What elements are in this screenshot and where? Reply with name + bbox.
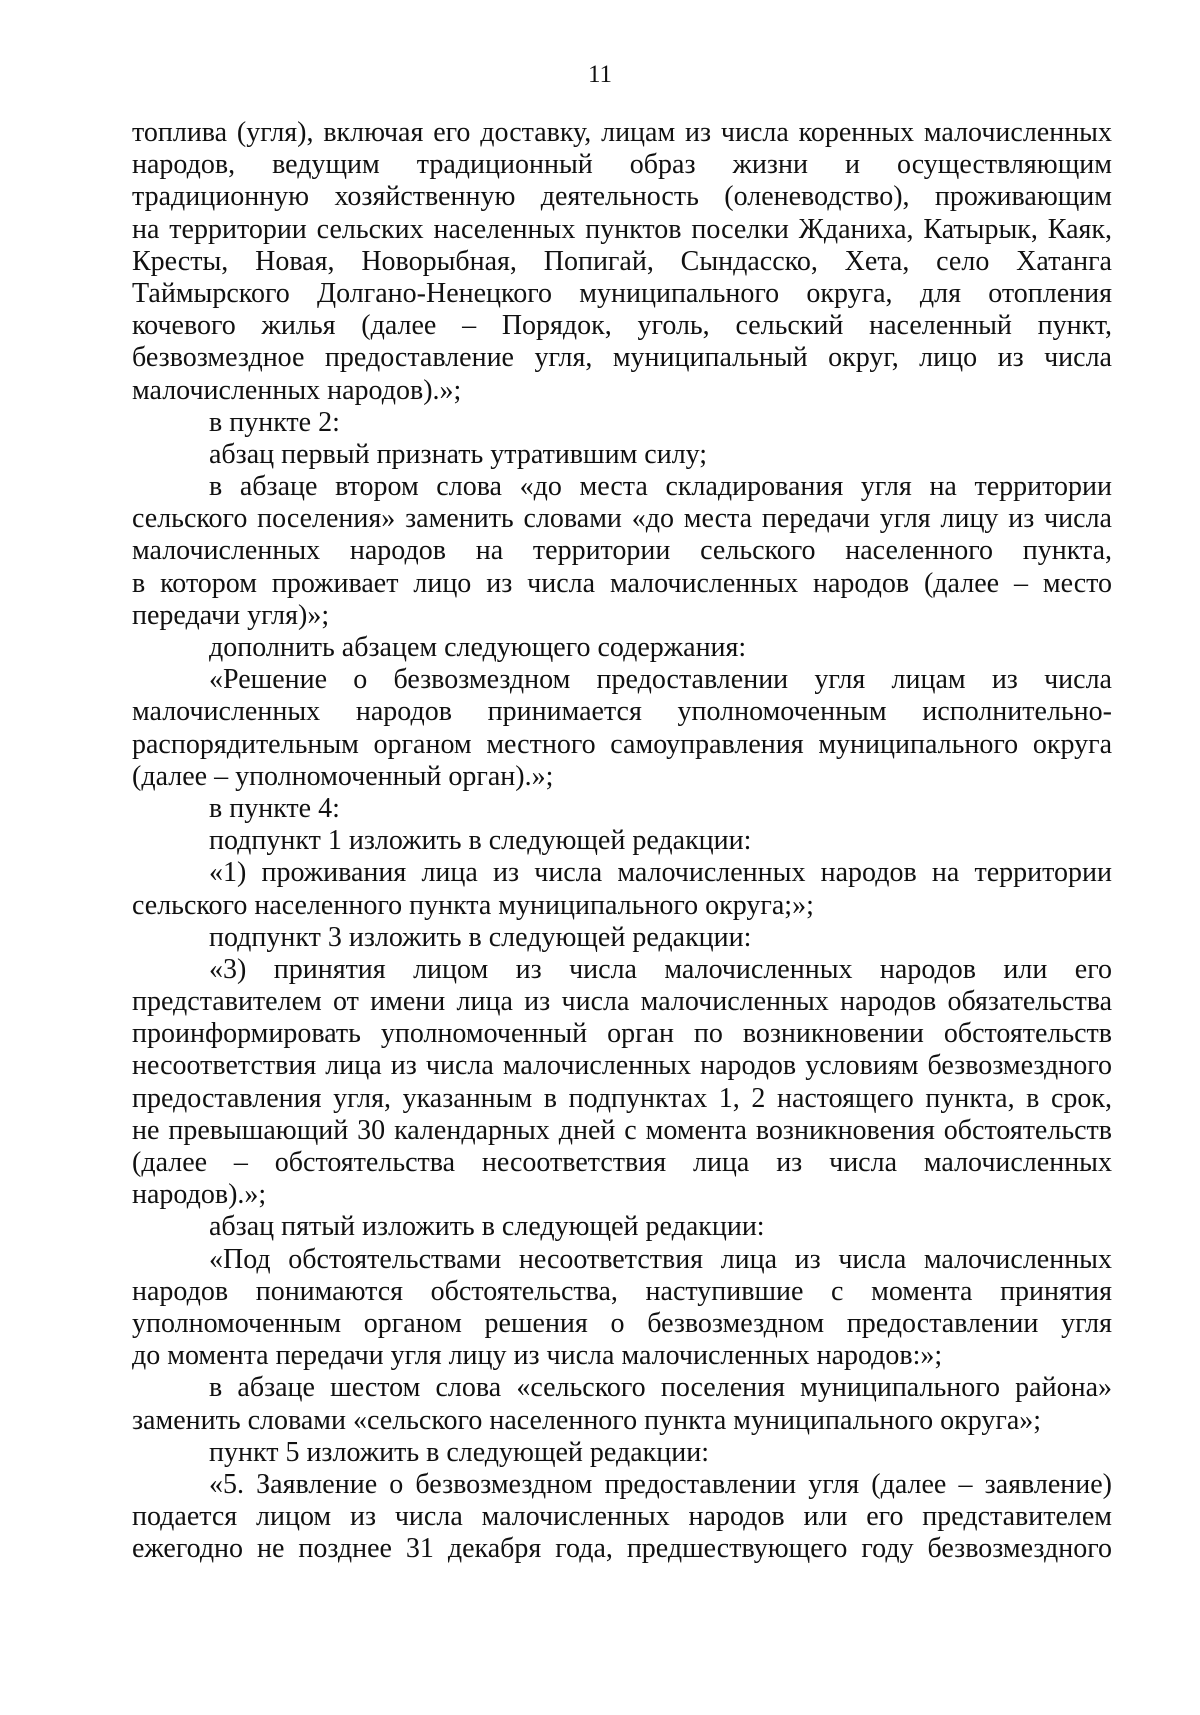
text-line: (далее – обстоятельства несоответствия лица из числа малочисленных bbox=[132, 1147, 1112, 1178]
text-line: сельского поселения» заменить словами «до места передачи угля лицу из числа bbox=[132, 503, 1112, 535]
text-line: в котором проживает лицо из числа малочисленных народов (далее – место bbox=[132, 567, 1112, 599]
text-line: Кресты, Новая, Новорыбная, Попигай, Сындасско, Хета, село Хатанга bbox=[132, 245, 1112, 277]
document-body-text bbox=[132, 117, 1112, 1565]
text-line: малочисленных народов).»; bbox=[132, 374, 462, 406]
text-line: передачи угля)»; bbox=[132, 599, 330, 631]
text-line: заменить словами «сельского населенного пункта муниципального округа»; bbox=[132, 1404, 1042, 1436]
text-line: ежегодно не позднее 31 декабря года, предшествующего году безвозмездного bbox=[132, 1533, 1112, 1565]
text-line: до момента передачи угля лицу из числа малочисленных народов:»; bbox=[132, 1340, 943, 1372]
text-line: топлива (угля), включая его доставку, лицам из числа коренных малочисленных bbox=[132, 117, 1112, 148]
text-line: предоставления угля, указанным в подпунктах 1, 2 настоящего пункта, в срок, bbox=[132, 1082, 1112, 1114]
text-line: подпункт 3 изложить в следующей редакции: bbox=[209, 921, 752, 953]
text-line: на территории сельских населенных пунктов поселки Жданиха, Катырык, Каяк, bbox=[132, 213, 1112, 245]
text-line: уполномоченным органом решения о безвозмездном предоставлении угля bbox=[132, 1307, 1112, 1339]
text-line: подается лицом из числа малочисленных народов или его представителем bbox=[132, 1501, 1112, 1533]
text-line: «Решение о безвозмездном предоставлении угля лицам из числа bbox=[209, 664, 1112, 696]
text-line: «5. Заявление о безвозмездном предоставлении угля (далее – заявление) bbox=[209, 1468, 1112, 1500]
text-line: малочисленных народов на территории сельского населенного пункта, bbox=[132, 535, 1112, 567]
text-line: распорядительным органом местного самоуправления муниципального округа bbox=[132, 728, 1112, 760]
text-line: народов).»; bbox=[132, 1179, 267, 1211]
text-line: не превышающий 30 календарных дней с момента возникновения обстоятельств bbox=[132, 1114, 1112, 1146]
text-line: представителем от имени лица из числа малочисленных народов обязательства bbox=[132, 986, 1112, 1018]
text-line: сельского населенного пункта муниципального округа;»; bbox=[132, 889, 814, 921]
text-line: подпункт 1 изложить в следующей редакции: bbox=[209, 825, 752, 857]
text-line: в пункте 4: bbox=[209, 792, 340, 824]
text-line: (далее – уполномоченный орган).»; bbox=[132, 760, 554, 792]
page-number: 11 bbox=[587, 61, 613, 88]
text-line: кочевого жилья (далее – Порядок, уголь, сельский населенный пункт, bbox=[132, 310, 1112, 342]
text-line: абзац пятый изложить в следующей редакции: bbox=[209, 1211, 765, 1243]
text-line: «3) принятия лицом из числа малочисленных народов или его bbox=[209, 953, 1112, 985]
text-line: абзац первый признать утратившим силу; bbox=[209, 438, 708, 470]
text-line: безвозмездное предоставление угля, муниципальный округ, лицо из числа bbox=[132, 342, 1112, 374]
text-line: малочисленных народов принимается уполномоченным исполнительно- bbox=[132, 696, 1112, 728]
text-line: традиционную хозяйственную деятельность (оленеводство), проживающим bbox=[132, 181, 1112, 213]
text-line: в пункте 2: bbox=[209, 406, 340, 438]
text-line: проинформировать уполномоченный орган по возникновении обстоятельств bbox=[132, 1018, 1112, 1050]
text-line: Таймырского Долгано-Ненецкого муниципального округа, для отопления bbox=[132, 277, 1112, 309]
text-line: несоответствия лица из числа малочисленных народов условиям безвозмездного bbox=[132, 1050, 1112, 1082]
text-line: дополнить абзацем следующего содержания: bbox=[209, 632, 747, 663]
text-line: «Под обстоятельствами несоответствия лица из числа малочисленных bbox=[209, 1243, 1112, 1275]
text-line: в абзаце втором слова «до места складирования угля на территории bbox=[209, 471, 1112, 503]
text-line: народов понимаются обстоятельства, наступившие с момента принятия bbox=[132, 1275, 1112, 1307]
text-line: народов, ведущим традиционный образ жизни и осуществляющим bbox=[132, 149, 1112, 181]
text-line: в абзаце шестом слова «сельского поселения муниципального района» bbox=[209, 1372, 1112, 1404]
text-line: «1) проживания лица из числа малочисленных народов на территории bbox=[209, 857, 1112, 889]
text-line: пункт 5 изложить в следующей редакции: bbox=[209, 1436, 709, 1468]
